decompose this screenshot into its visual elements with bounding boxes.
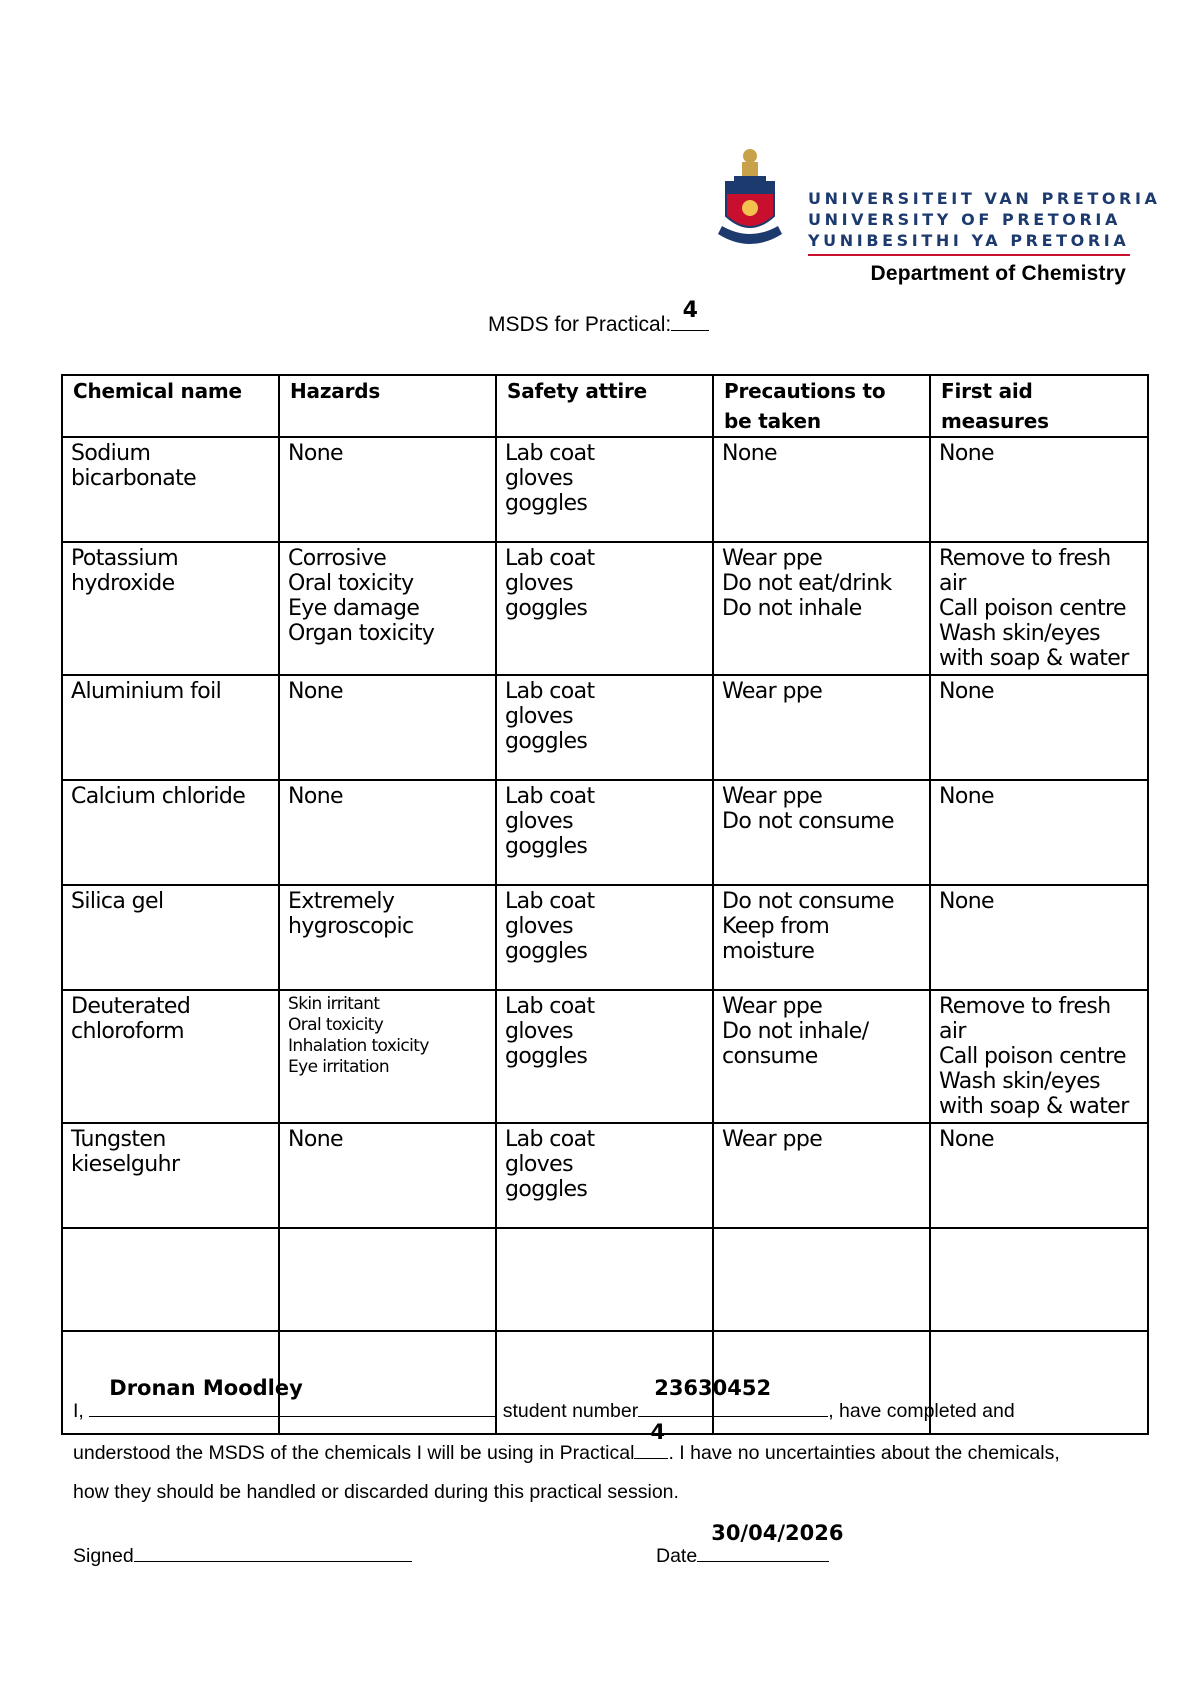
column-header: Safety attire <box>496 375 713 437</box>
cell-precautions <box>713 542 930 675</box>
university-logo <box>700 138 1161 258</box>
cell-attire <box>496 542 713 675</box>
student-number-field <box>638 1376 828 1417</box>
signature-row <box>73 1543 412 1568</box>
empty-cell <box>713 1228 930 1331</box>
cell-attire <box>496 675 713 780</box>
table-row <box>62 780 1148 885</box>
attire-line: Lab coat <box>505 546 595 571</box>
cell-name <box>62 885 279 990</box>
attire-line: gloves <box>505 466 573 491</box>
table-row <box>62 885 1148 990</box>
empty-cell <box>62 1228 279 1331</box>
cell-name <box>62 1123 279 1228</box>
chemical-name: Sodium bicarbonate <box>71 441 197 491</box>
attire-line: Lab coat <box>505 441 595 466</box>
date-label: Date <box>656 1545 698 1567</box>
cell-first-aid <box>930 437 1148 542</box>
precautions-line: Wear ppe <box>722 1127 823 1152</box>
precautions-line: Do not inhale <box>722 596 862 621</box>
table-header-row <box>62 375 1148 437</box>
precautions-line: Wear ppe <box>722 546 823 571</box>
cell-first-aid <box>930 990 1148 1123</box>
department-name: Department of Chemistry <box>870 262 1126 285</box>
university-name-line: UNIVERSITY OF PRETORIA <box>808 210 1121 229</box>
attire-line: gloves <box>505 809 573 834</box>
first-aid-line: None <box>939 441 994 466</box>
attire-line: gloves <box>505 914 573 939</box>
cell-precautions <box>713 1123 930 1228</box>
declaration-line-3: how they should be handled or discarded during this practical session. <box>73 1481 679 1503</box>
cell-name <box>62 780 279 885</box>
cell-attire <box>496 885 713 990</box>
hazards-line: None <box>288 679 343 704</box>
attire-line: goggles <box>505 834 588 859</box>
page-title <box>488 298 709 337</box>
cell-precautions <box>713 990 930 1123</box>
precautions-line: Do not eat/drink <box>722 571 892 596</box>
attire-line: goggles <box>505 1044 588 1069</box>
signed-label: Signed <box>73 1545 134 1567</box>
university-crest-icon <box>712 142 788 254</box>
hazards-line: Oral toxicity <box>288 1015 384 1035</box>
precautions-line: None <box>722 441 777 466</box>
hazards-line: Skin irritant <box>288 994 380 1014</box>
attire-line: gloves <box>505 1152 573 1177</box>
cell-name <box>62 675 279 780</box>
attire-line: Lab coat <box>505 994 595 1019</box>
hazards-line: None <box>288 784 343 809</box>
empty-cell <box>930 1228 1148 1331</box>
student-number: 23630452 <box>654 1376 772 1400</box>
column-header: Precautions to be taken <box>713 375 930 437</box>
chemical-name: Potassium hydroxide <box>71 546 179 596</box>
chemical-name: Deuterated chloroform <box>71 994 191 1044</box>
first-aid-line: Call poison centre <box>939 596 1126 621</box>
cell-precautions <box>713 780 930 885</box>
hazards-line: Eye irritation <box>288 1057 390 1077</box>
student-number-label: student number <box>502 1400 639 1422</box>
cell-attire <box>496 1123 713 1228</box>
chemical-name: Calcium chloride <box>71 784 246 809</box>
first-aid-line: Wash skin/eyes with soap & water <box>939 1069 1129 1119</box>
declaration-line-2 <box>73 1420 1060 1465</box>
msds-table <box>61 374 1149 1435</box>
hazards-line: None <box>288 441 343 466</box>
attire-line: Lab coat <box>505 784 595 809</box>
chemical-name: Tungsten kieselguhr <box>71 1127 180 1177</box>
student-name: Dronan Moodley <box>109 1376 303 1400</box>
title-label: MSDS for Practical: <box>488 313 672 336</box>
practical-number-field <box>671 298 709 331</box>
cell-name <box>62 990 279 1123</box>
cell-name <box>62 437 279 542</box>
attire-line: Lab coat <box>505 679 595 704</box>
cell-hazards <box>279 1123 496 1228</box>
hazards-line: Corrosive <box>288 546 387 571</box>
cell-first-aid <box>930 675 1148 780</box>
date-field <box>697 1521 844 1562</box>
precautions-line: Keep from moisture <box>722 914 830 964</box>
declaration-text: understood the MSDS of the chemicals I will be using in Practical <box>73 1442 635 1464</box>
chemical-name: Silica gel <box>71 889 164 914</box>
cell-attire <box>496 437 713 542</box>
date-value: 30/04/2026 <box>711 1521 844 1545</box>
cell-attire <box>496 990 713 1123</box>
cell-first-aid <box>930 780 1148 885</box>
cell-hazards <box>279 885 496 990</box>
hazards-line: Eye damage <box>288 596 420 621</box>
table-row <box>62 542 1148 675</box>
student-name-field <box>89 1376 497 1417</box>
logo-divider <box>808 254 1130 256</box>
precautions-line: Do not consume <box>722 809 894 834</box>
empty-cell <box>496 1228 713 1331</box>
date-row <box>656 1521 844 1568</box>
first-aid-line: Remove to fresh air <box>939 546 1111 596</box>
column-header: Hazards <box>279 375 496 437</box>
declaration-prefix: I, <box>73 1400 84 1422</box>
empty-cell <box>279 1228 496 1331</box>
cell-hazards <box>279 542 496 675</box>
cell-precautions <box>713 885 930 990</box>
cell-hazards <box>279 990 496 1123</box>
attire-line: Lab coat <box>505 889 595 914</box>
attire-line: goggles <box>505 729 588 754</box>
chemical-name: Aluminium foil <box>71 679 222 704</box>
table-row <box>62 1123 1148 1228</box>
empty-table-row <box>62 1228 1148 1331</box>
cell-hazards <box>279 780 496 885</box>
attire-line: gloves <box>505 1019 573 1044</box>
hazards-line: Oral toxicity <box>288 571 414 596</box>
cell-precautions <box>713 437 930 542</box>
table-row <box>62 990 1148 1123</box>
first-aid-line: None <box>939 1127 994 1152</box>
cell-first-aid <box>930 1123 1148 1228</box>
declaration-text: . I have no uncertainties about the chemicals, <box>668 1442 1060 1464</box>
hazards-line: Organ toxicity <box>288 621 435 646</box>
declaration-text: , have completed and <box>828 1400 1015 1422</box>
first-aid-line: None <box>939 889 994 914</box>
attire-line: goggles <box>505 596 588 621</box>
precautions-line: Do not consume <box>722 889 894 914</box>
attire-line: goggles <box>505 939 588 964</box>
first-aid-line: None <box>939 784 994 809</box>
cell-hazards <box>279 437 496 542</box>
precautions-line: Wear ppe <box>722 994 823 1019</box>
attire-line: gloves <box>505 571 573 596</box>
column-header: Chemical name <box>62 375 279 437</box>
declaration-line-1 <box>73 1376 1015 1423</box>
cell-hazards <box>279 675 496 780</box>
cell-first-aid <box>930 885 1148 990</box>
hazards-line: Inhalation toxicity <box>288 1036 429 1056</box>
university-name-line: YUNIBESITHI YA PRETORIA <box>808 231 1130 250</box>
declaration-practical-number: 4 <box>650 1420 666 1444</box>
signature-field <box>134 1543 412 1562</box>
hazards-line: None <box>288 1127 343 1152</box>
attire-line: goggles <box>505 491 588 516</box>
hazards-line: Extremely hygroscopic <box>288 889 414 939</box>
precautions-line: Wear ppe <box>722 679 823 704</box>
first-aid-line: Wash skin/eyes with soap & water <box>939 621 1129 671</box>
practical-number-field <box>634 1420 668 1459</box>
first-aid-line: None <box>939 679 994 704</box>
precautions-line: Do not inhale/ consume <box>722 1019 869 1069</box>
cell-precautions <box>713 675 930 780</box>
attire-line: gloves <box>505 704 573 729</box>
table-row <box>62 437 1148 542</box>
precautions-line: Wear ppe <box>722 784 823 809</box>
cell-name <box>62 542 279 675</box>
cell-attire <box>496 780 713 885</box>
attire-line: goggles <box>505 1177 588 1202</box>
first-aid-line: Remove to fresh air <box>939 994 1111 1044</box>
attire-line: Lab coat <box>505 1127 595 1152</box>
column-header: First aid measures <box>930 375 1148 437</box>
university-name-line: UNIVERSITEIT VAN PRETORIA <box>808 189 1161 208</box>
first-aid-line: Call poison centre <box>939 1044 1126 1069</box>
practical-number: 4 <box>682 298 698 323</box>
cell-first-aid <box>930 542 1148 675</box>
table-row <box>62 675 1148 780</box>
